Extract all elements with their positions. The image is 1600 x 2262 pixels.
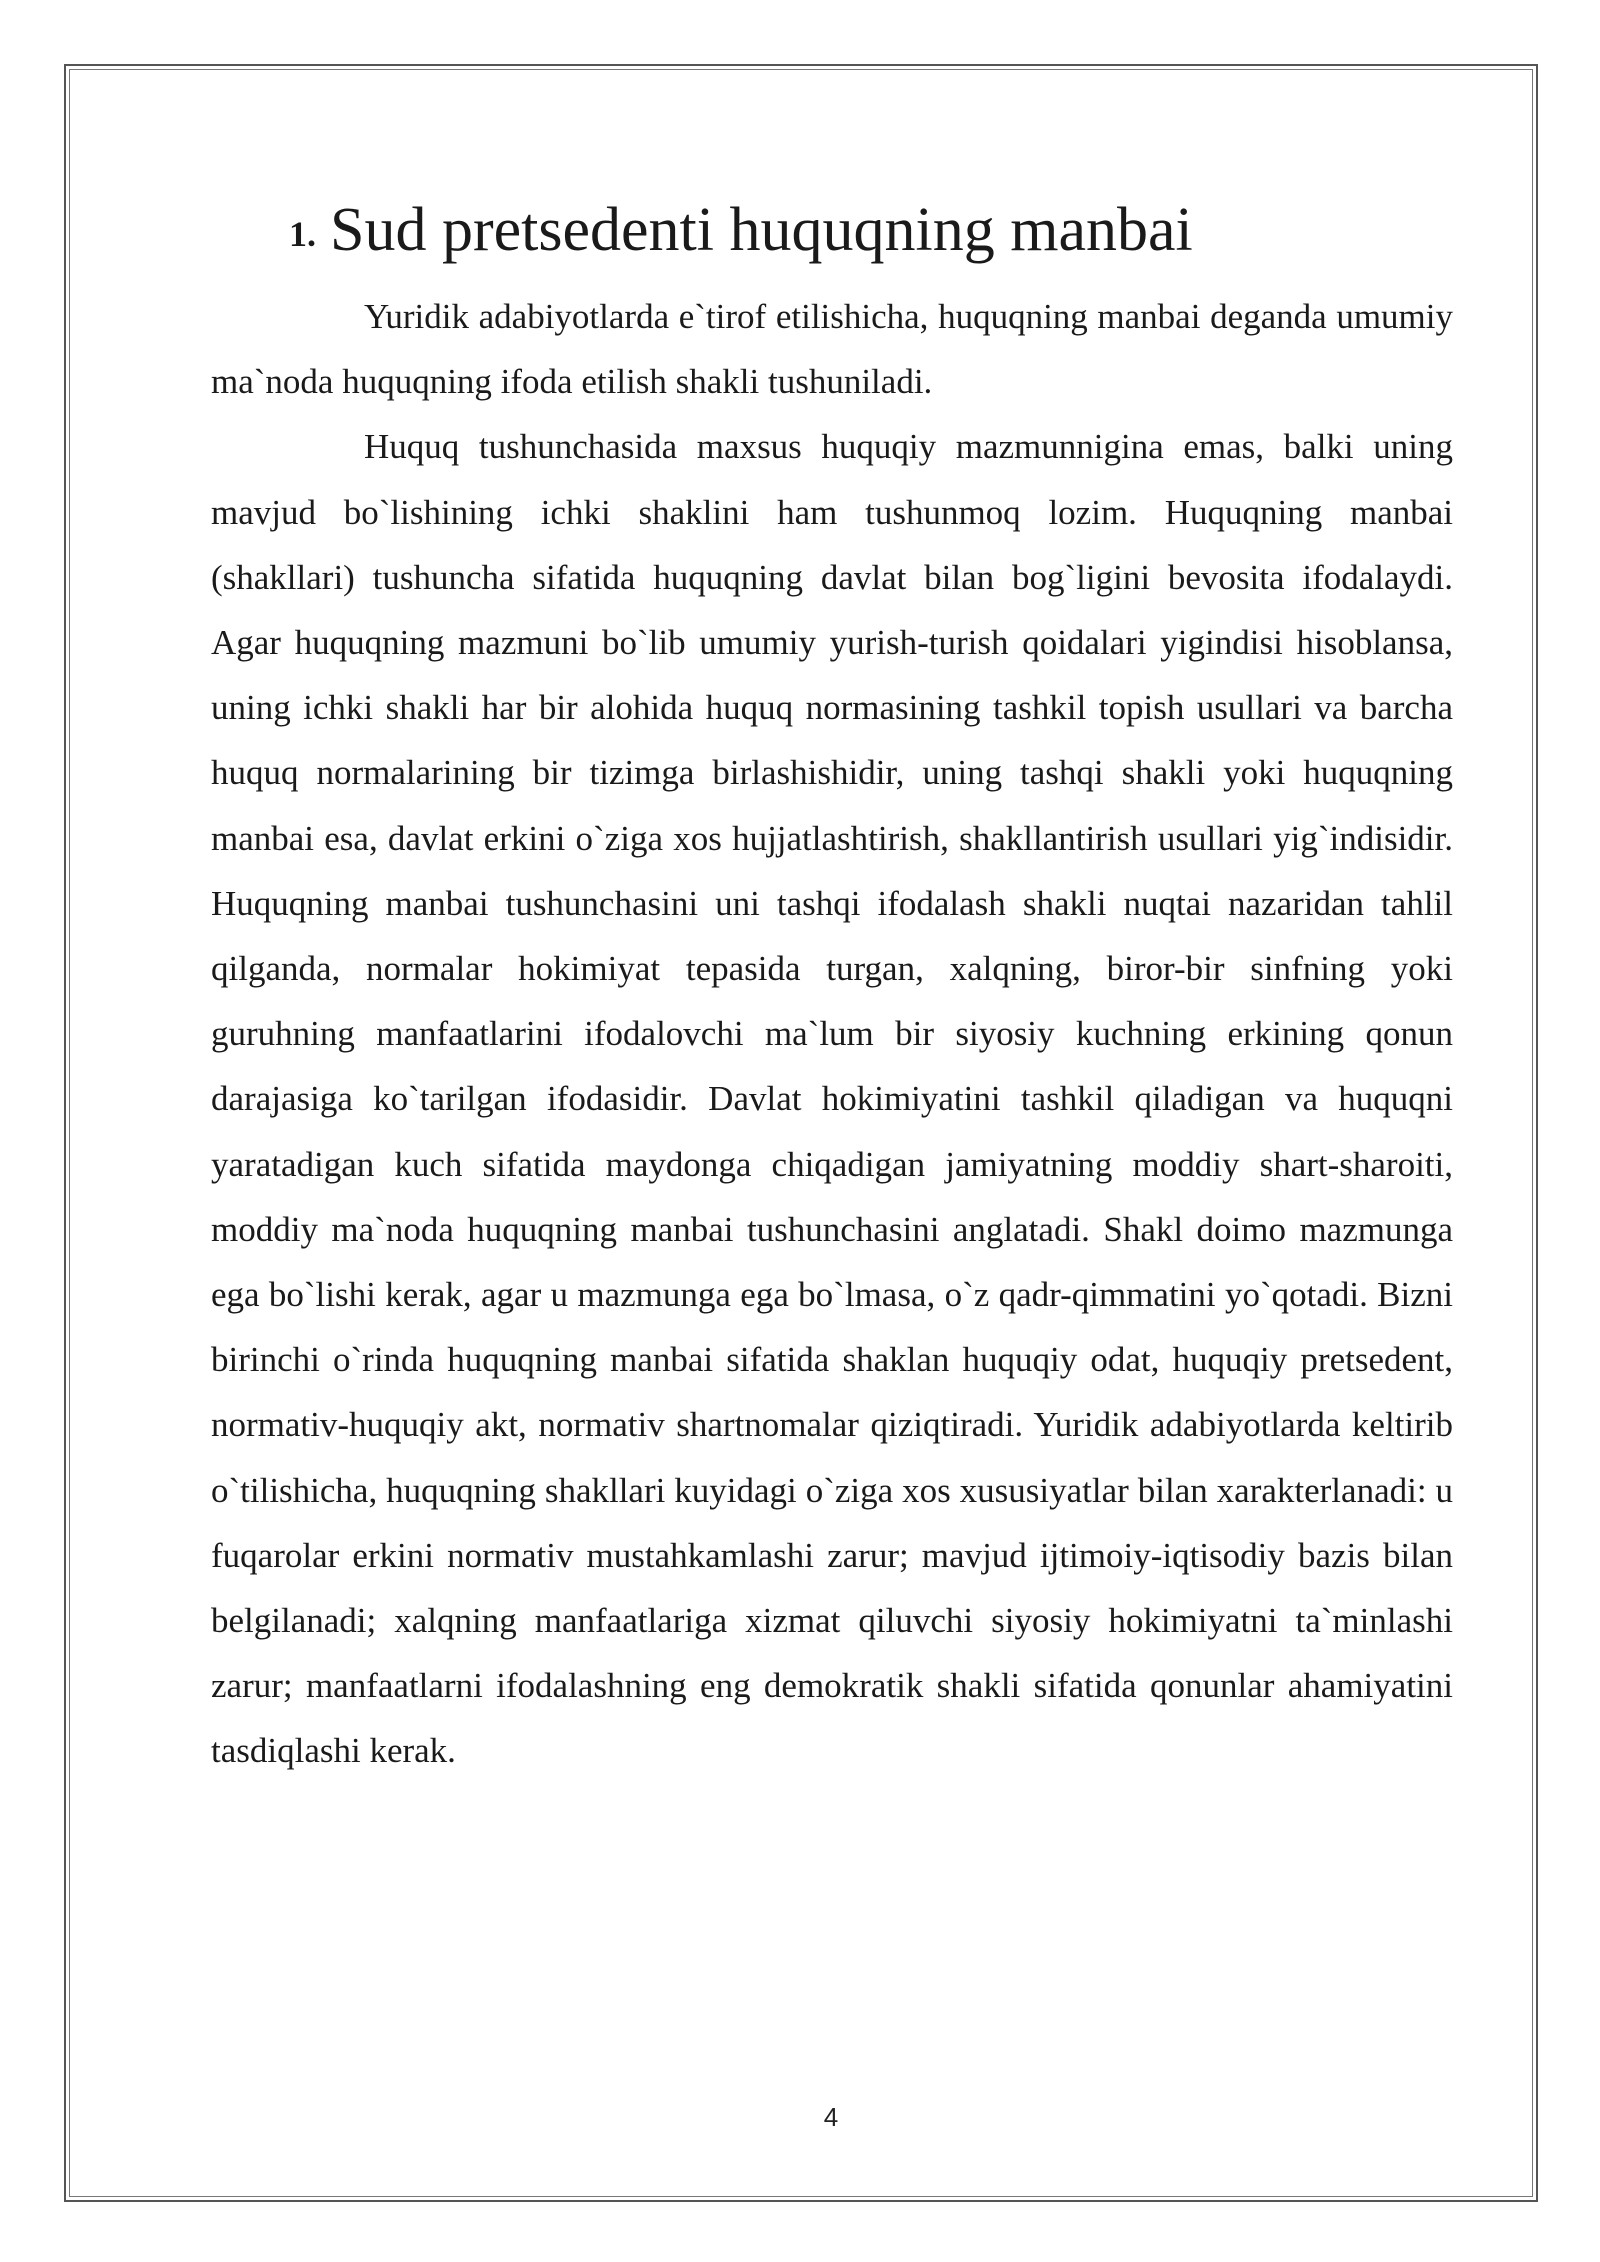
- paragraph-definition: Yuridik adabiyotlarda e`tirof etilishicha, huquqning manbai deganda umumiy ma`noda huquqning ifoda etilish shakli tushuniladi.: [211, 297, 1453, 402]
- section-number: 1.: [289, 214, 316, 254]
- section-heading: [289, 190, 1453, 274]
- section-title: Sud pretsedenti huquqning manbai: [330, 196, 1193, 264]
- page-number: 4: [823, 2102, 839, 2132]
- paragraph-main: Huquq tushunchasida maxsus huquqiy mazmunnigina emas, balki uning mavjud bo`lishining ichki shaklini ham tushunmoq lozim. Huquqning manbai (shakllari) tushuncha sifatida huquqning davlat bilan bog`ligini bevosita ifodalaydi. Agar huquqning mazmuni bo`lib umumiy yurish-turish qoidalari yigindisi hisoblansa, uning ichki shakli har bir alohida huquq normasining tashkil topish usullari va barcha huquq normalarining bir tizimga birlashishidir, uning tashqi shakli yoki huquqning manbai esa, davlat erkini o`ziga xos hujjatlashtirish, shakllantirish usullari yig`indisidir. Huquqning manbai tushunchasini uni tashqi ifodalash shakli nuqtai nazaridan tahlil qilganda, normalar hokimiyat tepasida turgan, xalqning, biror-bir sinfning yoki guruhning manfaatlarini ifodalovchi ma`lum bir siyosiy kuchning erkining qonun darajasiga ko`tarilgan ifodasidir. Davlat hokimiyatini tashkil qiladigan va huquqni yaratadigan kuch sifatida maydonga chiqadigan jamiyatning moddiy shart-sharoiti, moddiy ma`noda huquqning manbai tushunchasini anglatadi. Shakl doimo mazmunga ega bo`lishi kerak, agar u mazmunga ega bo`lmasa, o`z qadr-qimmatini yo`qotadi. Bizni birinchi o`rinda huquqning manbai sifatida shaklan huquqiy odat, huquqiy pretsedent, normativ-huquqiy akt, normativ shartnomalar qiziqtiradi. Yuridik adabiyotlarda keltirib o`tilishicha, huquqning shakllari kuyidagi o`ziga xos xususiyatlar bilan xarakterlanadi: u fuqarolar erkini normativ mustahkamlashi zarur; mavjud ijtimoiy-iqtisodiy bazis bilan belgilanadi; xalqning manfaatlariga xizmat qiluvchi siyosiy hokimiyatni ta`minlashi zarur; manfaatlarni ifodalashning eng demokratik shakli sifatida qonunlar ahamiyatini tasdiqlashi kerak.: [211, 427, 1453, 1771]
- page-content: [211, 190, 1453, 1784]
